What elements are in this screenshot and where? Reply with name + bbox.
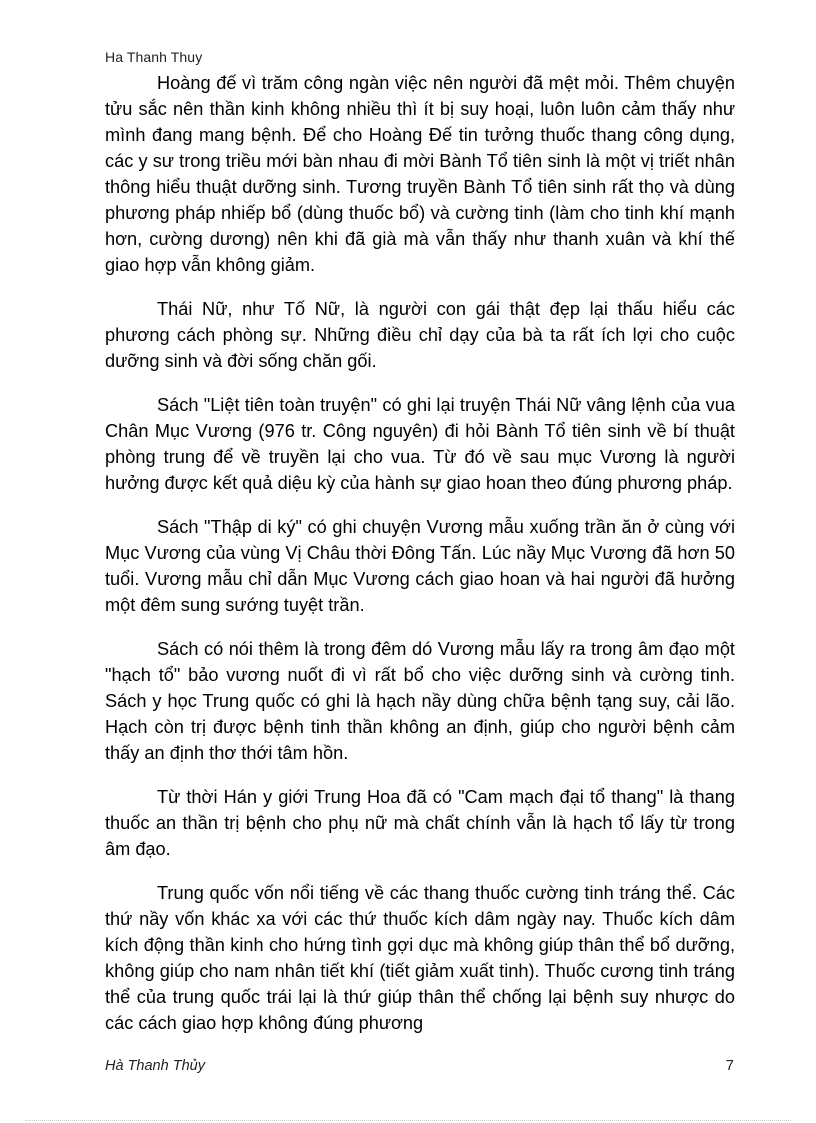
paragraph: Sách "Liệt tiên toàn truyện" có ghi lại truyện Thái Nữ vâng lệnh của vua Chân Mục Vương (976 tr. Công nguyên) đi hỏi Bành Tổ tiên sinh về bí thuật phòng trung để về truyền lại cho vua. Từ đó về sau mục Vương là người hưởng được kết quả diệu kỳ của hành sự giao hoan theo đúng phương pháp. (105, 395, 735, 493)
paragraph: Từ thời Hán y giới Trung Hoa đã có "Cam mạch đại tổ thang" là thang thuốc an thần trị bệnh cho phụ nữ mà chất chính vẫn là hạch tổ lấy từ trong âm đạo. (105, 787, 735, 859)
paragraph: Hoàng đế vì trăm công ngàn việc nên người đã mệt mỏi. Thêm chuyện tửu sắc nên thần kinh không nhiều thì ít bị suy hoại, luôn luôn cảm thấy như mình đang mang bệnh. Để cho Hoàng Đế tin tưởng thuốc thang công dụng, các y sư trong triều mới bàn nhau đi mời Bành Tổ tiên sinh là một vị triết nhân thông hiểu thuật dưỡng sinh. Tương truyền Bành Tổ tiên sinh rất thọ và dùng phương pháp nhiếp bổ (dùng thuốc bổ) và cường tinh (làm cho tinh khí mạnh hơn, cường dương) nên khi đã già mà vẫn thấy như thanh xuân và khí thế giao hợp vẫn không giảm. (105, 73, 735, 275)
paragraph: Trung quốc vốn nổi tiếng về các thang thuốc cường tinh tráng thể. Các thứ nầy vốn khác xa với các thứ thuốc kích dâm ngày nay. Thuốc kích dâm kích động thần kinh cho hứng tình gợi dục mà không giúp thân thể bổ dưỡng, không giúp cho nam nhân tiết khí (tiết giảm xuất tinh). Thuốc cương tinh tráng thể của trung quốc trái lại là thứ giúp thân thể chống lại bệnh suy nhược do các cách giao hợp không đúng phương (105, 883, 735, 1033)
body-text (105, 70, 735, 1054)
page-bottom-divider (25, 1120, 791, 1121)
footer-author: Hà Thanh Thủy (105, 1058, 205, 1074)
paragraph: Thái Nữ, như Tố Nữ, là người con gái thật đẹp lại thấu hiểu các phương cách phòng sự. Những điều chỉ dạy của bà ta rất ích lợi cho cuộc dưỡng sinh và đời sống chăn gối. (105, 299, 735, 371)
page-number: 7 (725, 1057, 734, 1074)
header-author: Ha Thanh Thuy (105, 49, 203, 65)
paragraph: Sách có nói thêm là trong đêm dó Vương mẫu lấy ra trong âm đạo một "hạch tổ" bảo vương nuốt đi vì rất bổ cho việc dưỡng sinh và cường tinh. Sách y học Trung quốc có ghi là hạch nầy dùng chữa bệnh tạng suy, cải lão. Hạch còn trị được bệnh tinh thần không an định, giúp cho người bệnh cảm thấy an định thơ thới tâm hồn. (105, 639, 735, 763)
paragraph: Sách "Thập di ký" có ghi chuyện Vương mẫu xuống trần ăn ở cùng với Mục Vương của vùng Vị Châu thời Đông Tấn. Lúc nầy Mục Vương đã hơn 50 tuổi. Vương mẫu chỉ dẫn Mục Vương cách giao hoan và hai người đã hưởng một đêm sung sướng tuyệt trần. (105, 517, 735, 615)
